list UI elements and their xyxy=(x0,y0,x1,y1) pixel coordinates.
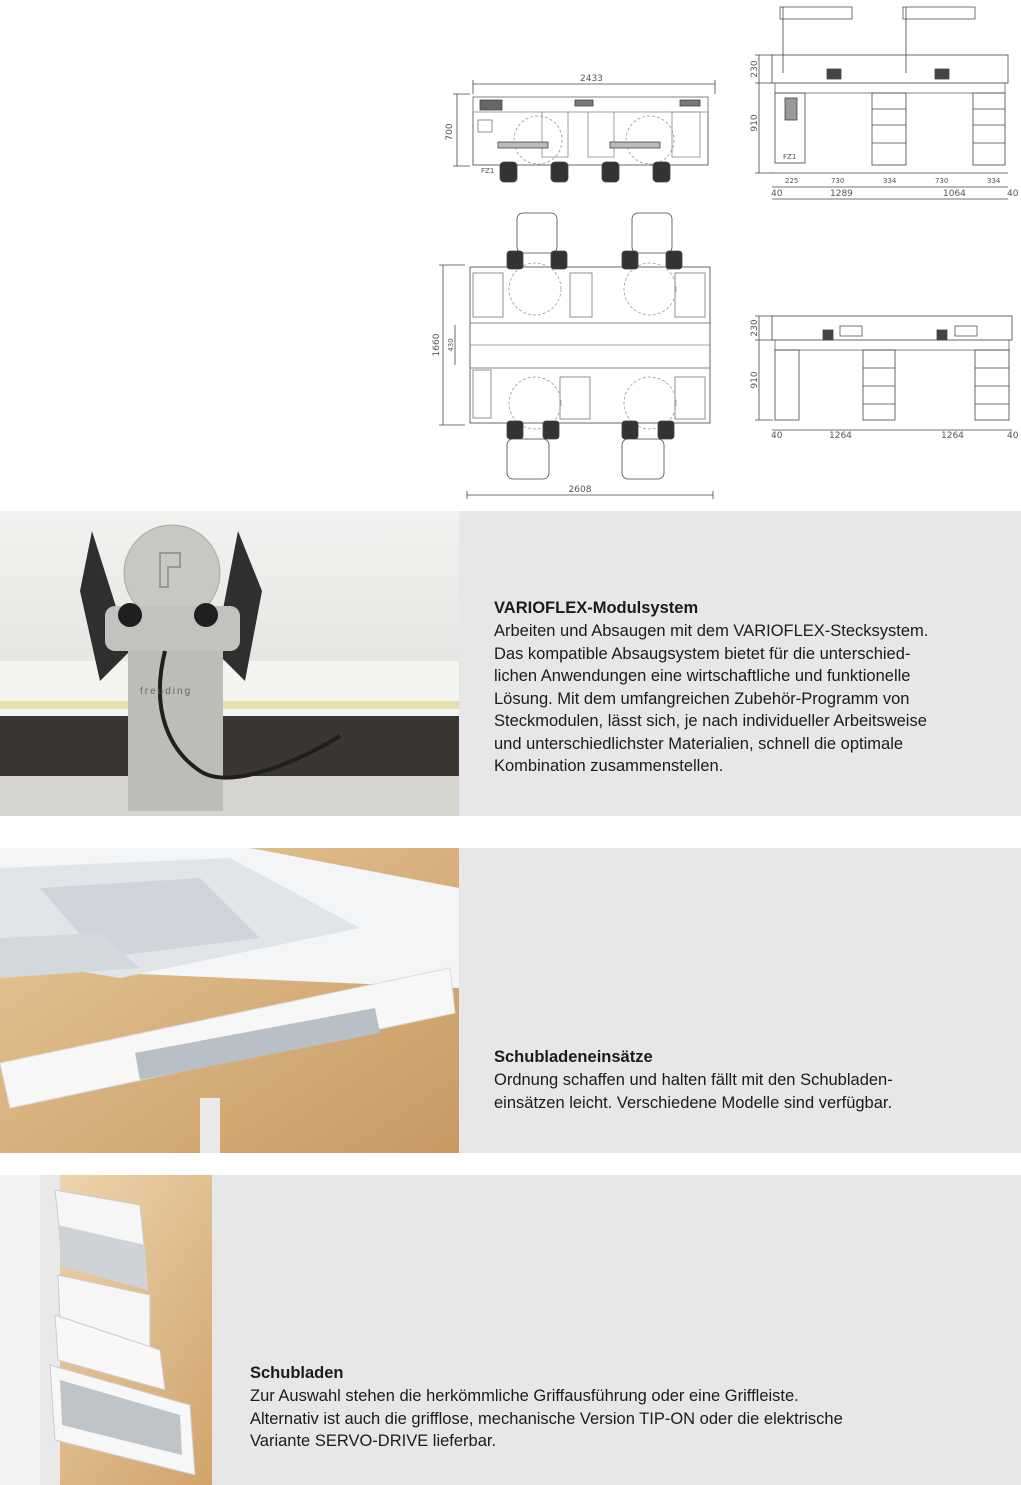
sub-dim: 334 xyxy=(987,177,1001,185)
drawer-insert-photo xyxy=(0,848,459,1153)
section-body: Arbeiten und Absaugen mit dem VARIOFLEX-Stecksystem. Das kompatible Absaugsystem bietet für die unterschied- lichen Anwendungen eine wirtschaftliche und funktionelle Lösung. Mit dem umfangreichen Zubehör-Programm von Steckmodulen, lässt sich, je nach individueller Arbeitsweise und unterschiedlichster Materialien, schnell die optimale Kombination zusammenstellen. xyxy=(494,622,929,775)
main-dim: 40 xyxy=(1007,189,1019,199)
varioflex-photo xyxy=(0,511,459,816)
main-dim: 1264 xyxy=(829,431,852,441)
main-dim: 1289 xyxy=(830,189,853,199)
main-dim: 40 xyxy=(771,189,783,199)
varioflex-text-block xyxy=(494,597,1014,778)
marker-fz1: FZ1 xyxy=(783,153,797,161)
drawers-text-block xyxy=(250,1362,1010,1453)
main-dim: 40 xyxy=(771,431,783,441)
double-plan-drawing xyxy=(425,205,730,500)
sub-dim: 225 xyxy=(785,177,799,185)
dim-width: 2608 xyxy=(568,485,592,495)
section-title: Schubladen xyxy=(250,1364,344,1382)
main-dim: 1064 xyxy=(943,189,966,199)
dim-height-main: 910 xyxy=(750,114,760,132)
section-title: VARIOFLEX-Modulsystem xyxy=(494,599,699,617)
dim-height-top: 230 xyxy=(750,60,760,78)
section-body: Ordnung schaffen und halten fällt mit den Schubladen- einsätzen leicht. Verschiedene Modelle sind verfügbar. xyxy=(494,1071,893,1112)
rear-elevation-drawing xyxy=(745,312,1021,442)
dim-height-top: 230 xyxy=(750,319,760,337)
sub-dim: 730 xyxy=(831,177,845,185)
front-elevation-drawing xyxy=(745,3,1021,203)
sub-dim: 334 xyxy=(883,177,897,185)
dim-inner: 430 xyxy=(447,338,455,352)
sub-dim: 730 xyxy=(935,177,949,185)
section-body: Zur Auswahl stehen die herkömmliche Griffausführung oder eine Griffleiste. Alternativ ist auch die grifflose, mechanische Version TIP-ON oder die elektrische Variante SERVO-DRIVE lieferbar. xyxy=(250,1387,843,1450)
drawer-insert-text-block xyxy=(494,1046,1014,1114)
top-plan-drawing xyxy=(440,70,730,190)
section-title: Schubladeneinsätze xyxy=(494,1048,653,1066)
dim-height-main: 910 xyxy=(750,371,760,389)
drawers-photo xyxy=(0,1175,212,1485)
dim-depth: 1660 xyxy=(432,333,442,357)
main-dim: 40 xyxy=(1007,431,1019,441)
main-dim: 1264 xyxy=(941,431,964,441)
marker-fz1: FZ1 xyxy=(481,167,495,175)
brand-label: freuding xyxy=(140,686,193,697)
dim-width: 2433 xyxy=(580,74,603,84)
dim-depth: 700 xyxy=(445,123,455,141)
